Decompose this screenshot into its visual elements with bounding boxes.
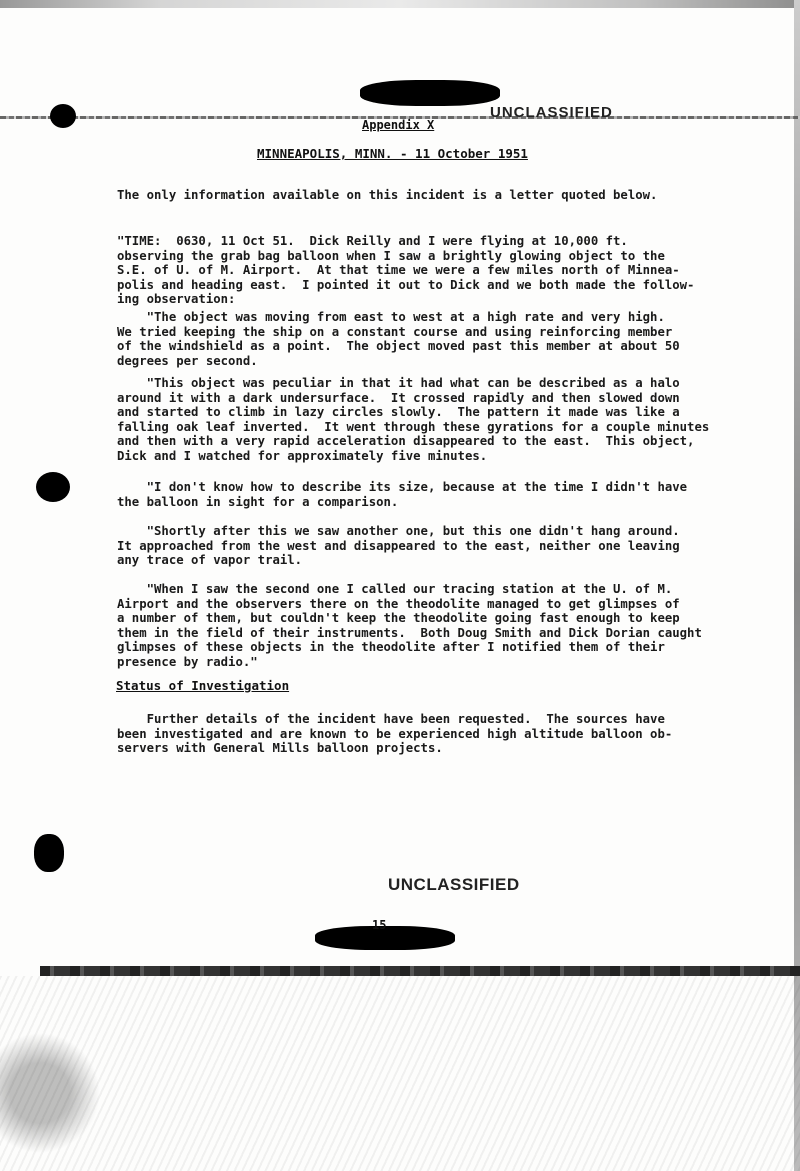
page-number: 15 <box>372 918 387 932</box>
appendix-label: Appendix X <box>362 118 435 132</box>
classification-stamp-bottom: UNCLASSIFIED <box>388 875 520 894</box>
punch-hole-middle <box>36 472 70 502</box>
punch-hole-top <box>50 104 76 128</box>
redaction-mark-top <box>360 80 500 106</box>
classification-stamp-top: UNCLASSIFIED <box>490 104 613 121</box>
scan-noise-bottom <box>0 976 800 1171</box>
document-heading: MINNEAPOLIS, MINN. - 11 October 1951 <box>257 146 528 161</box>
scan-edge-band <box>40 966 800 976</box>
letter-paragraph-4: "I don't know how to describe its size, because at the time I didn't have the balloon in sight for a comparison. <box>117 480 688 509</box>
scan-edge-top <box>0 0 800 8</box>
status-paragraph: Further details of the incident have been requested. The sources have been investigated and are known to be experienced high altitude balloon ob- servers with General Mills balloon projects. <box>117 712 673 755</box>
letter-paragraph-2: "The object was moving from east to west at a high rate and very high. We tried keeping the ship on a constant course and using reinforcing member of the windshield as a point. The object moved past this member at about 50 degrees per second. <box>117 310 680 368</box>
punch-hole-bottom <box>34 834 64 872</box>
letter-paragraph-5: "Shortly after this we saw another one, but this one didn't hang around. It approached from the west and disappeared to the east, neither one leaving any trace of vapor trail. <box>117 524 680 567</box>
status-heading: Status of Investigation <box>116 678 290 693</box>
letter-paragraph-1: "TIME: 0630, 11 Oct 51. Dick Reilly and I were flying at 10,000 ft. observing the grab bag balloon when I saw a brightly glowing object to the S.E. of U. of M. Airport. At that time we were a few miles north of Minnea- polis and heading east. I pointed it out to Dick and we both made the follow- ing observation: <box>117 234 695 306</box>
intro-paragraph: The only information available on this incident is a letter quoted below. <box>117 188 658 202</box>
letter-paragraph-6: "When I saw the second one I called our tracing station at the U. of M. Airport and the observers there on the theodolite managed to get glimpses of a number of them, but couldn't keep the theodolite going fast enough to keep them in the field of their instruments. Both Doug Smith and Dick Dorian caught glimpses of these objects in the theodolite after I notified them of their presence by radio." <box>117 582 702 669</box>
letter-paragraph-3: "This object was peculiar in that it had what can be described as a halo around it with a dark undersurface. It crossed rapidly and then slowed down and started to climb in lazy circles slowly. The pattern it made was like a falling oak leaf inverted. It went through these gyrations for a couple minutes and then with a very rapid acceleration disappeared to the east. This object, Dick and I watched for approximately five minutes. <box>117 376 710 463</box>
